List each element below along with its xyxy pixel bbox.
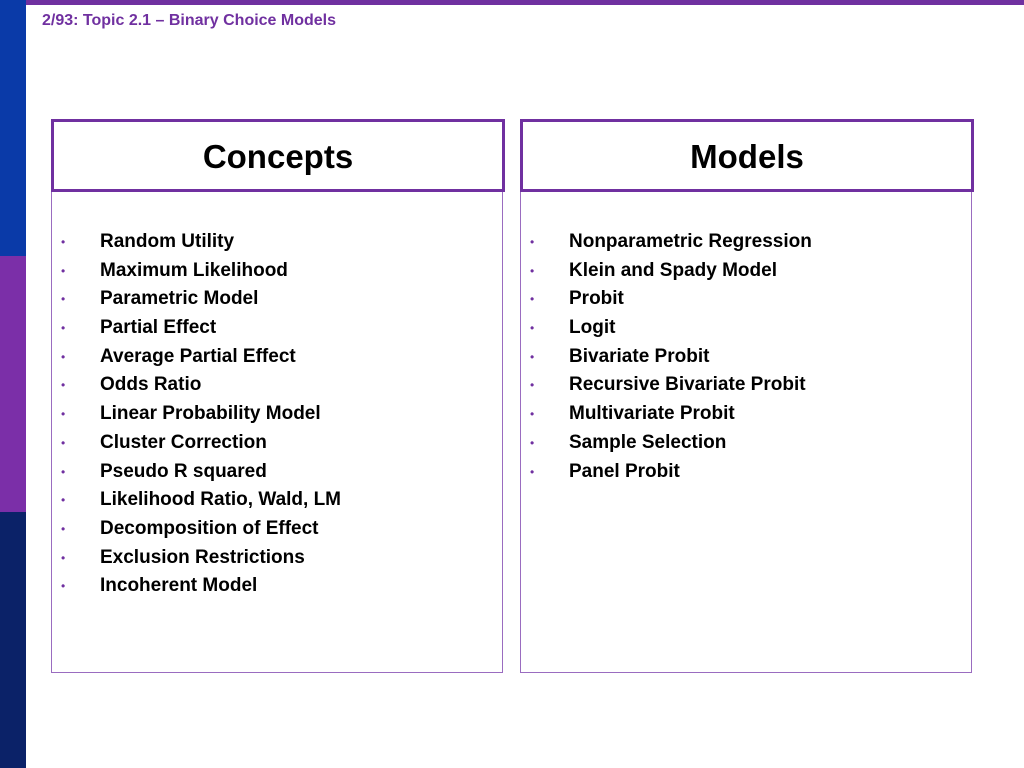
- bullet-icon: •: [530, 435, 535, 450]
- bullet-icon: •: [61, 321, 66, 336]
- bullet-icon: •: [530, 321, 535, 336]
- bullet-icon: •: [61, 493, 66, 508]
- left-bar-top-segment: [0, 0, 26, 256]
- concept-item: Incoherent Model: [100, 575, 258, 597]
- model-item: Nonparametric Regression: [569, 231, 812, 252]
- bullet-icon: •: [61, 435, 66, 450]
- left-bar-middle-segment: [0, 256, 26, 512]
- left-bar-bottom-segment: [0, 512, 26, 768]
- bullet-icon: •: [61, 235, 66, 249]
- bullet-icon: •: [61, 550, 66, 565]
- concept-item: Linear Probability Model: [100, 403, 321, 425]
- concept-item: Cluster Correction: [100, 431, 267, 453]
- bullet-icon: •: [530, 407, 535, 422]
- bullet-icon: •: [530, 349, 535, 364]
- model-item: Logit: [569, 317, 616, 339]
- top-rule: [26, 0, 1024, 5]
- models-panel: [520, 119, 972, 673]
- concept-item: Likelihood Ratio, Wald, LM: [100, 489, 342, 511]
- concept-item: Average Partial Effect: [100, 345, 296, 367]
- concept-item: Pseudo R squared: [100, 460, 267, 482]
- bullet-icon: •: [530, 263, 535, 278]
- models-heading: Models: [690, 137, 804, 175]
- bullet-icon: •: [61, 521, 66, 536]
- concept-item: Parametric Model: [100, 288, 259, 310]
- bullet-icon: •: [61, 292, 66, 307]
- concept-item: Exclusion Restrictions: [100, 546, 305, 568]
- bullet-icon: •: [61, 407, 66, 422]
- bullet-icon: •: [61, 263, 66, 278]
- concept-item: Decomposition of Effect: [100, 517, 319, 539]
- concepts-panel: [51, 119, 503, 673]
- concept-item: Partial Effect: [100, 317, 217, 339]
- concept-item: Random Utility: [100, 231, 235, 252]
- model-item: Multivariate Probit: [569, 403, 735, 425]
- model-item: Probit: [569, 288, 624, 310]
- concept-item: Maximum Likelihood: [100, 259, 288, 281]
- slide-title: 2/93: Topic 2.1 – Binary Choice Models: [42, 12, 337, 29]
- bullet-icon: •: [530, 464, 535, 479]
- model-item: Bivariate Probit: [569, 345, 710, 367]
- bullet-icon: •: [530, 235, 535, 249]
- concepts-header: [51, 119, 505, 192]
- model-item: Klein and Spady Model: [569, 259, 777, 281]
- concepts-heading: Concepts: [202, 137, 354, 175]
- bullet-icon: •: [61, 464, 66, 479]
- bullet-icon: •: [530, 292, 535, 307]
- bullet-icon: •: [530, 378, 535, 393]
- model-item: Recursive Bivariate Probit: [569, 374, 806, 396]
- model-item: Panel Probit: [569, 460, 680, 482]
- left-color-bar: [0, 0, 26, 768]
- bullet-icon: •: [61, 349, 66, 364]
- model-item: Sample Selection: [569, 431, 727, 453]
- concept-item: Odds Ratio: [100, 374, 202, 396]
- models-header: [520, 119, 974, 192]
- bullet-icon: •: [61, 378, 66, 393]
- bullet-icon: •: [61, 579, 66, 594]
